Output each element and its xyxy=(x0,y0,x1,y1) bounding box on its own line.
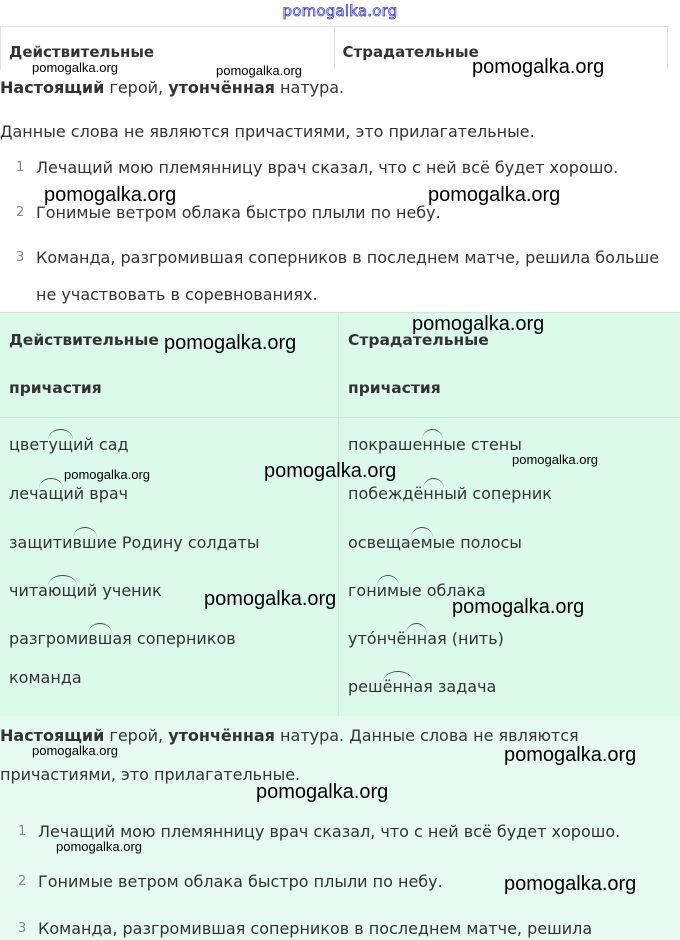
table-row xyxy=(9,533,259,552)
word-part: чита xyxy=(9,581,48,600)
word-part: гон xyxy=(348,581,377,600)
watermark: pomogalka.org xyxy=(504,873,637,895)
paragraph-example xyxy=(0,726,579,745)
suffix-mark: ем xyxy=(410,533,433,552)
word-part: разгроми xyxy=(9,629,89,648)
table-row xyxy=(348,629,504,648)
word-part: ие Родину солдаты xyxy=(96,533,260,552)
watermark: pomogalka.org xyxy=(44,184,177,206)
watermark: pomogalka.org xyxy=(428,184,561,206)
text: герой, xyxy=(104,726,169,745)
column-active xyxy=(0,313,339,717)
header-active: Действительные xyxy=(9,43,155,61)
word-part: реш xyxy=(348,677,383,696)
suffix-mark: ющ xyxy=(47,581,77,600)
word-part: ые облака xyxy=(399,581,486,600)
list-text: Лечащий мою племянницу врач сказал, что с ней всё будет хорошо. xyxy=(36,158,619,177)
watermark: pomogalka.org xyxy=(32,743,118,758)
paragraph-example xyxy=(0,78,344,97)
word-part: освеща xyxy=(348,533,411,552)
table-divider xyxy=(0,417,680,418)
paragraph-explanation: причастиями, это прилагательные. xyxy=(0,765,301,784)
table-row xyxy=(348,581,486,600)
word-part: ая (нить) xyxy=(427,629,504,648)
table-row xyxy=(9,484,128,503)
bold-word: Настоящий xyxy=(0,78,105,97)
word-part: ая задача xyxy=(413,677,497,696)
list-number: 3 xyxy=(18,921,27,936)
word-part: ые стены xyxy=(443,435,522,454)
answer-block xyxy=(0,716,680,940)
participles-table xyxy=(0,312,680,717)
list-number: 1 xyxy=(18,824,27,839)
word-part: покраше xyxy=(348,435,423,454)
column-passive xyxy=(339,313,680,717)
word-part: леч xyxy=(9,484,39,503)
watermark: pomogalka.org xyxy=(472,56,605,78)
watermark: pomogalka.org xyxy=(256,781,389,803)
table-row xyxy=(348,435,522,454)
watermark: pomogalka.org xyxy=(204,588,337,610)
column-header: Действительные xyxy=(9,331,159,349)
list-number: 2 xyxy=(18,874,27,889)
table-row xyxy=(9,629,236,648)
watermark: pomogalka.org xyxy=(216,63,302,78)
column-header: причастия xyxy=(348,379,441,397)
list-number: 2 xyxy=(16,205,25,220)
suffix-mark: им xyxy=(376,581,400,600)
suffix-mark: вш xyxy=(72,533,97,552)
word-part: побеждё xyxy=(348,484,424,503)
table-row xyxy=(348,677,496,696)
table-row xyxy=(348,533,522,552)
list-text: Команда, разгромившая соперников в последнем матче, решила больше xyxy=(36,248,660,267)
word-part: ая соперников xyxy=(112,629,236,648)
word-part: утóнчё xyxy=(348,629,407,648)
watermark: pomogalka.org xyxy=(56,839,142,854)
bold-word: утончённая xyxy=(168,726,275,745)
column-header: Страдательные xyxy=(348,331,489,349)
text: герой, xyxy=(104,78,169,97)
table-row xyxy=(348,484,552,503)
bold-word: Настоящий xyxy=(0,726,105,745)
watermark: pomogalka.org xyxy=(504,744,637,766)
list-text: не участвовать в соревнованиях. xyxy=(36,285,318,304)
list-text: Лечащий мою племянницу врач сказал, что с ней всё будет хорошо. xyxy=(38,822,621,841)
column-header: причастия xyxy=(9,379,102,397)
word-part: ий сад xyxy=(73,435,129,454)
suffix-mark: ённ xyxy=(382,677,414,696)
list-number: 3 xyxy=(16,250,25,265)
text: натура. Данные слова не являются xyxy=(274,726,579,745)
table-row-continuation: команда xyxy=(9,668,82,687)
word-part: ый соперник xyxy=(444,484,552,503)
list-text: Команда, разгромившая соперников в последнем матче, решила xyxy=(38,919,593,938)
watermark: pomogalka.org xyxy=(64,467,150,482)
list-text: Гонимые ветром облака быстро плыли по небу. xyxy=(36,203,441,222)
list-text: Гонимые ветром облака быстро плыли по небу. xyxy=(38,872,443,891)
suffix-mark: нн xyxy=(406,629,428,648)
text: натура. xyxy=(274,78,345,97)
table-row xyxy=(9,581,162,600)
word-part: ий врач xyxy=(63,484,129,503)
suffix-mark: вш xyxy=(88,629,113,648)
table-row xyxy=(9,435,129,454)
suffix-mark: ущ xyxy=(48,435,74,454)
site-title[interactable]: pomogalka.org xyxy=(282,2,398,20)
watermark: pomogalka.org xyxy=(264,460,397,482)
watermark: pomogalka.org xyxy=(32,60,118,75)
suffix-mark: нн xyxy=(422,435,444,454)
bold-word: утончённая xyxy=(168,78,275,97)
header-passive: Страдательные xyxy=(334,27,668,69)
paragraph-explanation: Данные слова не являются причастиями, это прилагательные. xyxy=(0,122,535,141)
word-part: цвет xyxy=(9,435,49,454)
suffix-mark: ащ xyxy=(38,484,64,503)
watermark: pomogalka.org xyxy=(412,313,545,335)
suffix-mark: нн xyxy=(423,484,445,503)
watermark: pomogalka.org xyxy=(164,332,297,354)
word-part: защити xyxy=(9,533,73,552)
word-part: ий ученик xyxy=(76,581,162,600)
list-number: 1 xyxy=(16,160,25,175)
word-part: ые полосы xyxy=(432,533,522,552)
watermark: pomogalka.org xyxy=(452,596,585,618)
top-table-header xyxy=(0,26,668,69)
watermark: pomogalka.org xyxy=(512,452,598,467)
